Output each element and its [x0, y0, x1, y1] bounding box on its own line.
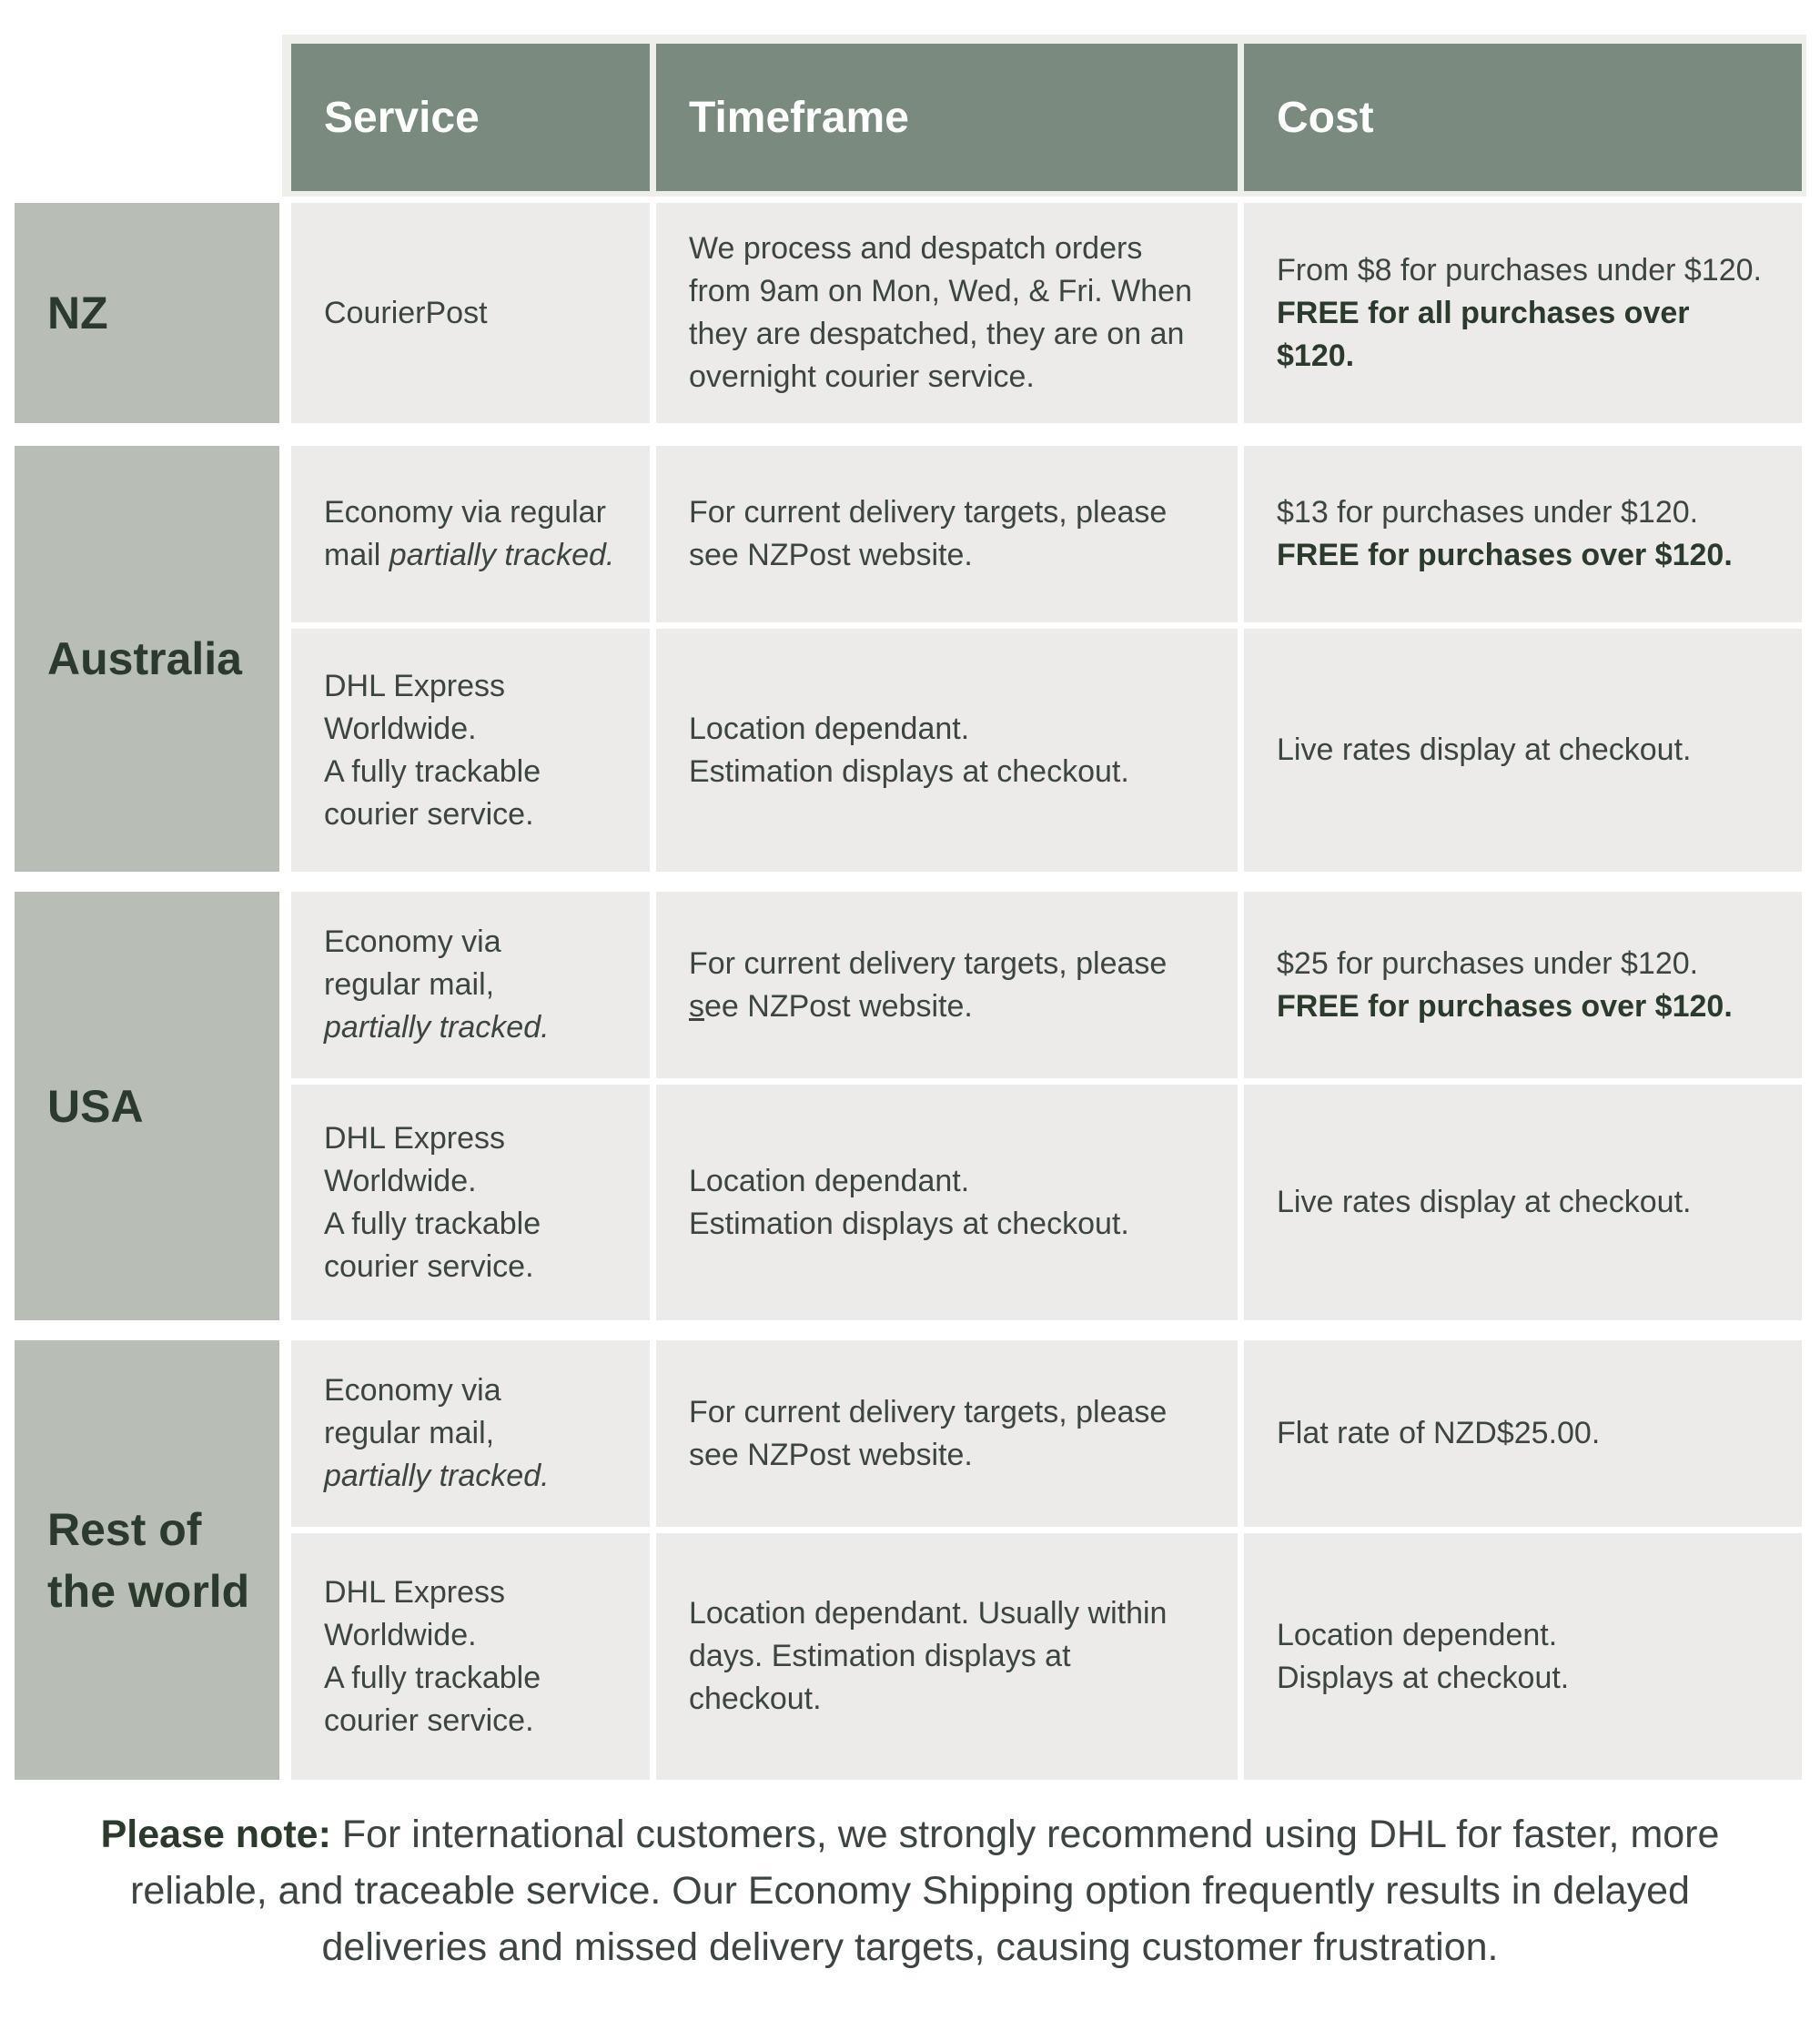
au-economy-cost-cell [1244, 446, 1802, 622]
nz-cost-line2: FREE for all purchases over $120. [1277, 295, 1690, 373]
row-dhl-cost-l2: Displays at checkout. [1277, 1660, 1570, 1695]
row-economy-cost: Flat rate of NZD$25.00. [1277, 1416, 1601, 1450]
usa-dhl-cost: Live rates display at checkout. [1277, 1185, 1692, 1219]
row-economy-service-l3: partially tracked. [324, 1459, 550, 1493]
au-dhl-timeframe-cell [656, 629, 1238, 872]
usa-dhl-timeframe-cell [656, 1085, 1238, 1320]
row-economy-timeframe: For current delivery targets, please see NZPost website. [689, 1394, 1168, 1472]
row-economy-service-l1: Economy via [324, 1373, 501, 1408]
au-dhl-cost-cell [1244, 629, 1802, 872]
au-dhl-service-l1: DHL Express [324, 668, 506, 703]
note-text: For international customers, we strongly recommend using DHL for faster, more reliable, and traceable service. Our Economy Shipping option frequently results in delayed deliveries and missed delivery targets, causing customer frustration. [130, 1813, 1720, 1969]
au-economy-service: Economy via regular mail [324, 495, 606, 572]
usa-economy-service-l2: regular mail, [324, 967, 495, 1002]
region-usa-label: USA [47, 1080, 144, 1132]
usa-economy-cost-line2: FREE for purchases over $120. [1277, 988, 1733, 1024]
usa-economy-service-cell [291, 892, 650, 1078]
row-dhl-service-l3: A fully trackable [324, 1660, 541, 1695]
region-usa [15, 892, 279, 1320]
au-economy-timeframe-cell [656, 446, 1238, 622]
region-rest-of-world [15, 1340, 279, 1780]
row-dhl-service-l2: Worldwide. [324, 1617, 477, 1652]
region-nz-label: NZ [47, 288, 108, 338]
row-economy-cost-cell [1244, 1340, 1802, 1527]
au-economy-cost-line2: FREE for purchases over $120. [1277, 538, 1733, 572]
region-row-label-l2: the world [47, 1565, 250, 1617]
region-row-label-l1: Rest of [47, 1503, 202, 1555]
usa-economy-timeframe-cell [656, 892, 1238, 1078]
usa-economy-service-l3: partially tracked. [324, 1010, 550, 1045]
row-economy-service-l2: regular mail, [324, 1416, 495, 1450]
au-dhl-service-l3: A fully trackable [324, 753, 541, 789]
usa-economy-service-l1: Economy via [324, 924, 501, 959]
au-dhl-service-l4: courier service. [324, 796, 534, 832]
au-dhl-timeframe-l1: Location dependant. [689, 711, 970, 746]
usa-dhl-timeframe-l2: Estimation displays at checkout. [689, 1206, 1129, 1241]
usa-economy-cost-line1: $25 for purchases under $120. [1277, 945, 1699, 981]
row-dhl-timeframe: Location dependant. Usually within days. Estimation displays at checkout. [689, 1596, 1168, 1716]
nz-service-cell [291, 203, 650, 423]
au-economy-service-cell [291, 446, 650, 622]
au-dhl-cost: Live rates display at checkout. [1277, 732, 1692, 767]
usa-dhl-cost-cell [1244, 1085, 1802, 1320]
usa-economy-timeframe-l2: ee NZPost website. [704, 988, 973, 1024]
header-timeframe [656, 44, 1238, 191]
usa-dhl-timeframe-l1: Location dependant. [689, 1163, 970, 1198]
au-economy-cost-line1: $13 for purchases under $120. [1277, 495, 1699, 530]
usa-economy-timeframe-l2-u: s [689, 988, 704, 1024]
row-economy-service-cell [291, 1340, 650, 1527]
usa-dhl-service-l1: DHL Express [324, 1120, 506, 1156]
region-australia-label: Australia [47, 633, 242, 684]
au-dhl-timeframe-l2: Estimation displays at checkout. [689, 753, 1129, 789]
row-dhl-timeframe-cell [656, 1533, 1238, 1780]
nz-timeframe: We process and despatch orders from 9am on Mon, Wed, & Fri. When they are despatched, they are on an overnight courier service. [689, 231, 1192, 394]
nz-cost-line1: From $8 for purchases under $120. [1277, 252, 1762, 288]
usa-dhl-service-l2: Worldwide. [324, 1163, 477, 1198]
row-dhl-cost-l1: Location dependent. [1277, 1617, 1558, 1652]
au-dhl-service-l2: Worldwide. [324, 711, 477, 746]
usa-economy-timeframe-l1: For current delivery targets, please [689, 945, 1168, 981]
usa-dhl-service-cell [291, 1085, 650, 1320]
header-cost [1244, 44, 1802, 191]
note-lead: Please note: [100, 1813, 331, 1856]
au-economy-timeframe: For current delivery targets, please see NZPost website. [689, 495, 1168, 572]
region-australia [15, 446, 279, 872]
shipping-note [91, 1806, 1729, 1975]
row-dhl-cost-cell [1244, 1533, 1802, 1780]
header-service-label: Service [324, 93, 480, 142]
header-timeframe-label: Timeframe [689, 93, 909, 142]
au-dhl-service-cell [291, 629, 650, 872]
usa-economy-cost-cell [1244, 892, 1802, 1078]
usa-dhl-service-l4: courier service. [324, 1248, 534, 1284]
nz-cost-cell [1244, 203, 1802, 423]
header-service [291, 44, 650, 191]
row-economy-timeframe-cell [656, 1340, 1238, 1527]
header-cost-label: Cost [1277, 93, 1374, 142]
au-economy-service-tracked: partially tracked. [389, 538, 615, 572]
region-nz [15, 203, 279, 423]
nz-service: CourierPost [324, 295, 488, 330]
row-dhl-service-l1: DHL Express [324, 1574, 506, 1610]
row-dhl-service-cell [291, 1533, 650, 1780]
usa-dhl-service-l3: A fully trackable [324, 1206, 541, 1241]
row-dhl-service-l4: courier service. [324, 1702, 534, 1738]
nz-timeframe-cell [656, 203, 1238, 423]
